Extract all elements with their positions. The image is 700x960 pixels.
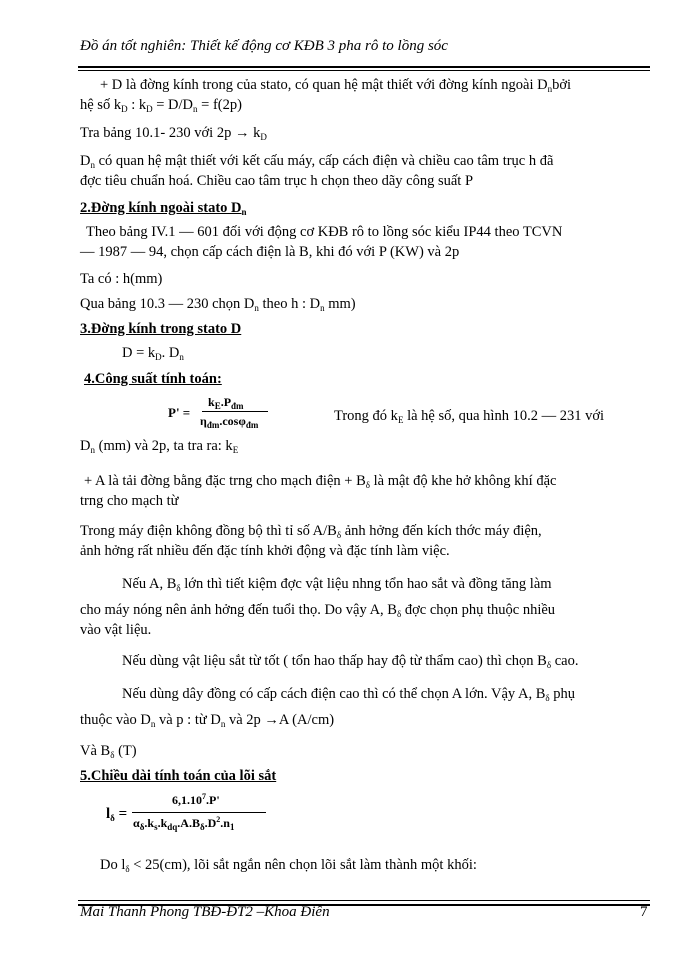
paragraph-line: + D là đờng kính trong của stato, có quan hệ mật thiết với đờng kính ngoài $D_nbởi$ bbox=[100, 77, 572, 94]
paragraph-line: Qua bảng 10.3 — 230 chọn $D_n$ theo h : $D_n$ mm) bbox=[80, 296, 356, 313]
paragraph-line: Nếu dùng dây đồng có cấp cách điện cao thì có thể chọn A lớn. Vậy A, $B_\delta$ phụ bbox=[122, 686, 575, 703]
header-rule bbox=[78, 66, 650, 68]
page-number: 7 bbox=[640, 904, 648, 920]
paragraph-line: hệ số $k_D$ : $k_D = D/D_n = f(2p)$ bbox=[80, 97, 242, 114]
header-rule-thin bbox=[78, 70, 650, 71]
paragraph-line: Và $B_\delta$ (T) bbox=[80, 743, 137, 760]
formula-lhs: $l_\delta$ = bbox=[106, 806, 128, 823]
paragraph-line: Do $l_\delta < 25(cm)$, lõi sắt ngắn nên chọn lõi sắt làm thành một khối: bbox=[100, 857, 477, 874]
section-heading: 4.Công suất tính toán: bbox=[84, 371, 222, 387]
fraction-bar bbox=[202, 411, 268, 412]
formula-numerator: 6,1.10$^7$.P' bbox=[172, 792, 220, 807]
paragraph-line: ảnh hởng rất nhiều đến đặc tính khởi động và đặc tính làm việc. bbox=[80, 543, 450, 559]
paragraph-line: $D_n$ có quan hệ mật thiết với kết cấu máy, cấp cách điện và chiều cao tâm trục h đã bbox=[80, 153, 554, 170]
paragraph-line: trng cho mạch từ bbox=[80, 493, 179, 509]
paragraph-line: Nếu A, $B_\delta$ lớn thì tiết kiệm đợc vật liệu nhng tổn hao sắt và đồng tăng làm bbox=[122, 576, 552, 593]
paragraph-line: Trong máy điện không đồng bộ thì tỉ số $A/B_\delta$ ảnh hởng đến kích thớc máy điện, bbox=[80, 523, 542, 540]
paragraph-line: Trong đó $k_E$ là hệ số, qua hình 10.2 — 231 với bbox=[334, 408, 605, 425]
section-heading: 2.Đờng kính ngoài stato $D_n$ bbox=[80, 200, 247, 217]
section-heading: 5.Chiều dài tính toán của lõi sắt bbox=[80, 768, 277, 784]
paragraph-line: — 1987 — 94, chọn cấp cách điện là B, khi đó với P (KW) và 2p bbox=[80, 244, 460, 260]
paragraph-line: $D_n$ (mm) và 2p, ta tra ra: $k_E$ bbox=[80, 438, 239, 455]
document-header: Đồ án tốt nghiên: Thiết kế động cơ KĐB 3 pha rô to lồng sóc bbox=[80, 38, 448, 54]
paragraph-line: thuộc vào $D_n$ và p : từ $D_n$ và 2p →A (A/cm) bbox=[80, 712, 335, 729]
formula-lhs: P' = bbox=[168, 405, 191, 420]
section-heading: 3.Đờng kính trong stato D bbox=[80, 321, 242, 337]
paragraph-line: Tra bảng 10.1- 230 với $2p \to k_D$ bbox=[80, 125, 267, 142]
paragraph-line: cho máy nóng nên ảnh hởng đến tuổi thọ. Do vậy A, $B_\delta$ đợc chọn phụ thuộc nhiều bbox=[80, 602, 556, 619]
formula-numerator: $k_E.P_{đm}$ bbox=[208, 395, 244, 411]
paragraph-line: vào vật liệu. bbox=[80, 622, 152, 638]
equation-line: $D = k_D$. $D_n$ bbox=[122, 345, 184, 362]
paragraph-line: đợc tiêu chuẩn hoá. Chiều cao tâm trục h chọn theo dãy công suất P bbox=[80, 173, 474, 189]
formula-denominator: $\alpha_\delta.k_s.k_{dq}.A.B_\delta.D^2.n_1$ bbox=[133, 815, 235, 832]
formula-denominator: $\eta_{đm}.\cos\varphi_{đm}$ bbox=[200, 414, 259, 430]
paragraph-line: Ta có : h(mm) bbox=[80, 271, 163, 287]
paragraph-line: Theo bảng IV.1 — 601 đối với động cơ KĐB rô to lồng sóc kiểu IP44 theo TCVN bbox=[86, 224, 563, 240]
footer-rule-thin bbox=[78, 900, 650, 901]
fraction-bar bbox=[132, 812, 266, 813]
paragraph-line: Nếu dùng vật liệu sắt từ tốt ( tổn hao thấp hay độ từ thẩm cao) thì chọn $B_\delta$ cao. bbox=[122, 653, 579, 670]
paragraph-line: + A là tải đờng bằng đặc trng cho mạch điện + $B_\delta$ là mật độ khe hở không khí đặc bbox=[84, 473, 557, 490]
footer-author: Mai Thanh Phong TBĐ-ĐT2 –Khoa Điên bbox=[80, 904, 330, 920]
